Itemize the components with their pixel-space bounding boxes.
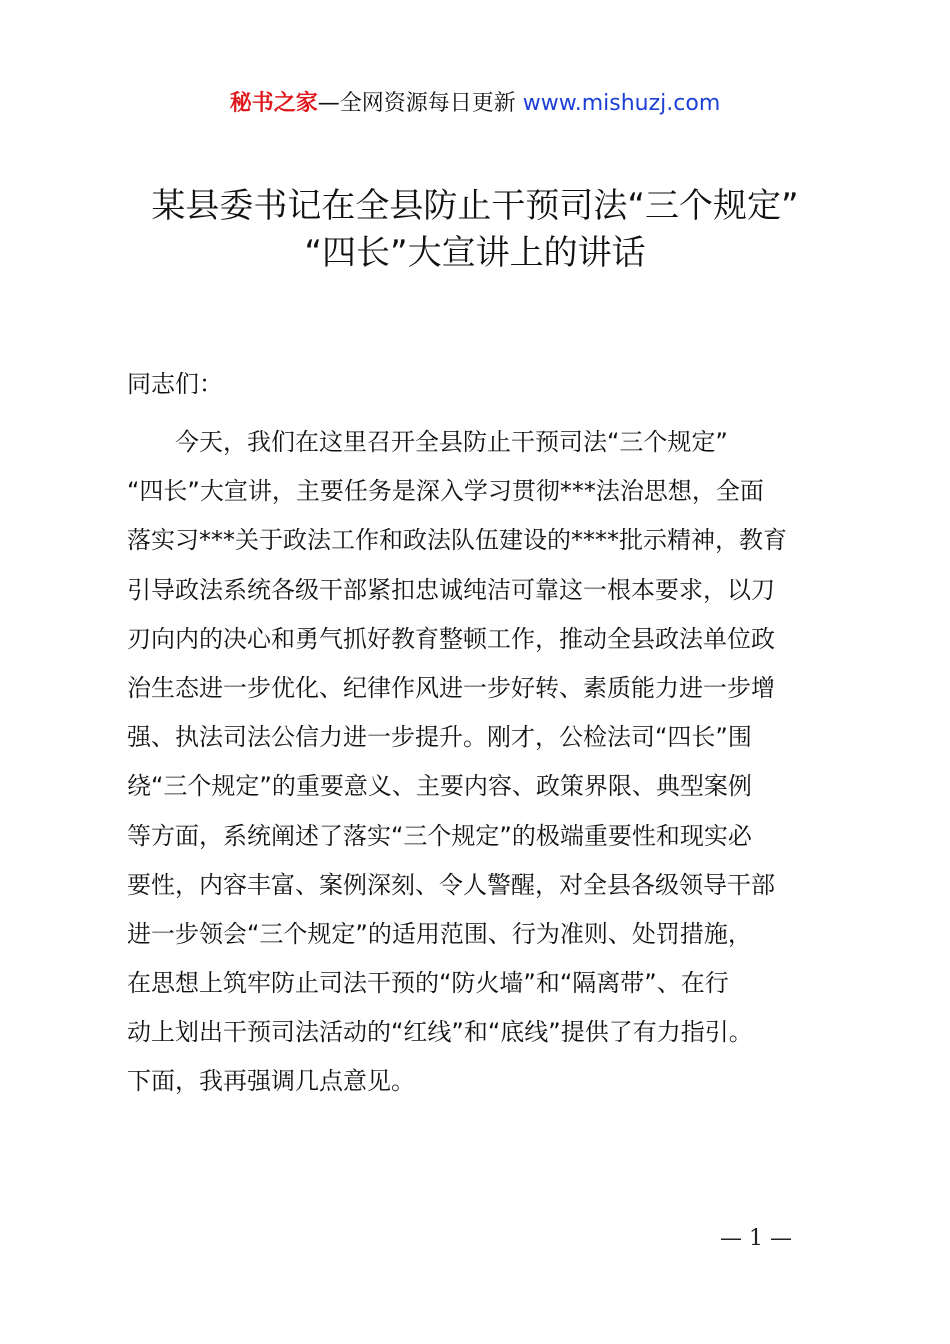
paragraph-line: 绕“三个规定”的重要意义、主要内容、政策界限、典型案例 (127, 772, 752, 801)
salutation: 同志们： (127, 370, 223, 398)
site-header (0, 88, 950, 120)
paragraph-line: 等方面，系统阐述了落实“三个规定”的极端重要性和现实必 (127, 821, 752, 850)
title-line: “四长”大宣讲上的讲话 (304, 233, 646, 273)
paragraph-line: 今天，我们在这里召开全县防止干预司法“三个规定” (127, 428, 728, 456)
paragraph-line: “四长”大宣讲，主要任务是深入学习贯彻***法治思想，全面 (127, 477, 764, 506)
paragraph-line: 引导政法系统各级干部紧扣忠诚纯洁可靠这一根本要求，以刀 (127, 575, 775, 604)
paragraph-line: 刃向内的决心和勇气抓好教育整顿工作，推动全县政法单位政 (127, 624, 775, 653)
brand-name: 秘书之家 (229, 91, 318, 116)
body-paragraph (127, 418, 847, 1107)
paragraph-line: 在思想上筑牢防止司法干预的“防火墙”和“隔离带”、在行 (127, 969, 729, 998)
paragraph-line: 进一步领会“三个规定”的适用范围、行为准则、处罚措施， (127, 919, 752, 948)
paragraph-line: 强、执法司法公信力进一步提升。刚才，公检法司“四长”围 (127, 723, 752, 752)
document-title (60, 183, 890, 277)
paragraph-line: 落实习***关于政法工作和政法队伍建设的****批示精神，教育 (127, 526, 787, 555)
site-url-link[interactable]: www.mishuzj.com (522, 91, 721, 116)
title-line: 某县委书记在全县防止干预司法“三个规定” (151, 186, 799, 226)
paragraph-line: 动上划出干预司法活动的“红线”和“底线”提供了有力指引。 (127, 1018, 753, 1047)
paragraph-line: 下面，我再强调几点意见。 (127, 1067, 415, 1096)
header-tagline: —全网资源每日更新 (317, 91, 523, 116)
paragraph-line: 治生态进一步优化、纪律作风进一步好转、素质能力进一步增 (127, 673, 775, 702)
paragraph-line: 要性，内容丰富、案例深刻、令人警醒，对全县各级领导干部 (127, 870, 775, 899)
page-number: — 1 — (720, 1226, 792, 1251)
